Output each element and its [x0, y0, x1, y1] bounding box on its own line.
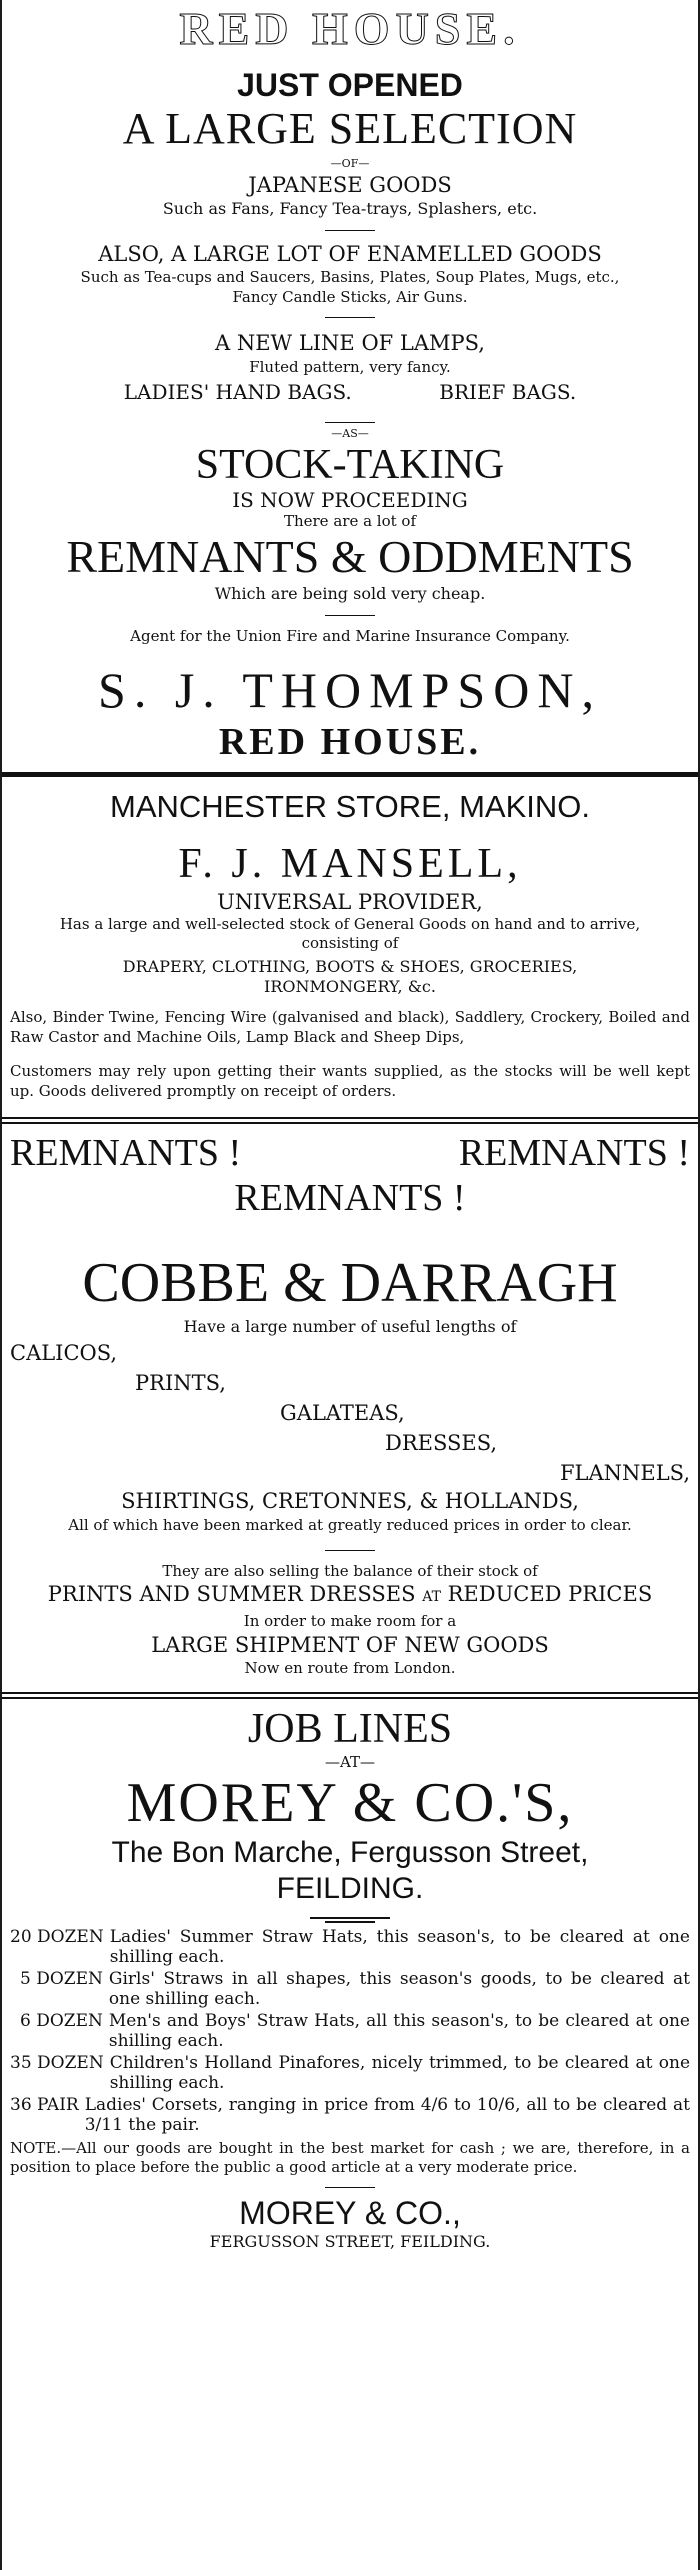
bags-row	[10, 378, 690, 406]
item-desc: Girls' Straws in all shapes, this season's goods, to be cleared at one shilling each.	[108, 1969, 690, 2009]
divider	[325, 615, 375, 616]
morey-footer-name: MOREY & CO.,	[239, 2195, 461, 2231]
have-line: Have a large number of useful lengths of	[183, 1317, 517, 1336]
agent-line: Agent for the Union Fire and Marine Insurance Company.	[130, 627, 570, 645]
cobbe-darragh-name: COBBE & DARRAGH	[82, 1252, 618, 1314]
brief-bags: BRIEF BAGS.	[439, 380, 577, 404]
mansell-name: F. J. MANSELL,	[178, 841, 522, 887]
prints: PRINTS,	[135, 1371, 226, 1395]
cobbe-darragh-advert	[2, 1130, 698, 1682]
remnants-center: REMNANTS !	[234, 1177, 466, 1219]
of-separator: —OF—	[330, 157, 370, 170]
dresses: DRESSES,	[385, 1431, 498, 1455]
red-house-advert	[2, 2, 698, 764]
divider	[325, 422, 375, 423]
universal-provider: UNIVERSAL PROVIDER,	[217, 890, 483, 914]
just-opened: JUST OPENED	[237, 67, 463, 103]
list-item	[10, 2011, 690, 2051]
remnants-row	[10, 1130, 690, 1176]
section-rule	[2, 1117, 698, 1124]
intro-line-1: Has a large and well-selected stock of General Goods on hand and to arrive,	[59, 915, 641, 933]
prints-summer-line	[10, 1581, 690, 1610]
divider	[325, 1921, 375, 1923]
store-name: MANCHESTER STORE, MAKINO.	[110, 789, 590, 824]
note-paragraph: NOTE.—All our goods are bought in the best market for cash ; we are, therefore, in a position to place before the public a good article at a very moderate price.	[10, 2139, 690, 2176]
marked-line: All of which have been marked at greatly reduced prices in order to clear.	[68, 1516, 632, 1534]
divider	[325, 1550, 375, 1551]
reduced-prices: REDUCED PRICES	[447, 1582, 653, 1606]
list-item	[10, 2053, 690, 2093]
goods-line-1: DRAPERY, CLOTHING, BOOTS & SHOES, GROCERIES,	[122, 957, 578, 976]
as-separator: —AS—	[331, 427, 369, 440]
make-room: In order to make room for a	[243, 1612, 457, 1630]
goods-line-2: IRONMONGERY, &c.	[264, 977, 436, 996]
red-house-header: RED HOUSE.	[179, 3, 521, 54]
customers-paragraph: Customers may rely upon getting their wants supplied, as the stocks will be well kept up. Goods delivered promptly on receipt of orders.	[10, 1062, 690, 1100]
item-desc: Ladies' Summer Straw Hats, this season's, to be cleared at one shilling each.	[109, 1927, 690, 1967]
item-desc: Children's Holland Pinafores, nicely trimmed, to be cleared at one shilling each.	[109, 2053, 690, 2093]
enamelled-goods: ALSO, A LARGE LOT OF ENAMELLED GOODS	[98, 242, 602, 266]
item-desc: Ladies' Corsets, ranging in price from 4/6 to 10/6, all to be cleared at 3/11 the pair.	[84, 2095, 690, 2135]
calicos: CALICOS,	[10, 1341, 118, 1365]
morey-name: MOREY & CO.'S,	[126, 1772, 574, 1834]
remnants-left: REMNANTS !	[10, 1132, 242, 1174]
section-rule	[2, 772, 698, 777]
large-selection: A LARGE SELECTION	[122, 104, 578, 153]
list-item	[10, 2095, 690, 2135]
list-item	[10, 1927, 690, 1967]
galateas: GALATEAS,	[280, 1401, 405, 1425]
stock-taking: STOCK-TAKING	[195, 442, 505, 488]
item-qty: 35 DOZEN	[10, 2053, 104, 2073]
flannels: FLANNELS,	[559, 1461, 690, 1485]
japanese-detail: Such as Fans, Fancy Tea-trays, Splashers, etc.	[162, 199, 538, 218]
divider	[310, 1917, 390, 1919]
remnants-right: REMNANTS !	[458, 1132, 690, 1174]
manchester-store-advert	[2, 787, 698, 1107]
divider	[325, 230, 375, 231]
prints-summer: PRINTS AND SUMMER DRESSES	[47, 1582, 416, 1606]
intro-line-2: consisting of	[301, 934, 399, 952]
remnants-oddments: REMNANTS & ODDMENTS	[66, 531, 634, 582]
ladies-hand-bags: LADIES' HAND BAGS.	[123, 380, 352, 404]
en-route: Now en route from London.	[244, 1659, 456, 1677]
there-are: There are a lot of	[283, 512, 417, 530]
bon-marche-address: The Bon Marche, Fergusson Street,	[111, 1836, 589, 1869]
at-separator: —AT—	[324, 1753, 376, 1771]
item-qty: 20 DOZEN	[10, 1927, 104, 1947]
shirtings-line: SHIRTINGS, CRETONNES, & HOLLANDS,	[121, 1489, 579, 1513]
morey-footer-address: FERGUSSON STREET, FEILDING.	[209, 2232, 491, 2251]
large-shipment: LARGE SHIPMENT OF NEW GOODS	[151, 1633, 549, 1657]
morey-advert	[2, 1705, 698, 2252]
at-word: AT	[422, 1589, 441, 1605]
japanese-goods: JAPANESE GOODS	[248, 173, 452, 197]
job-lines: JOB LINES	[247, 1706, 453, 1752]
feilding: FEILDING.	[276, 1872, 424, 1905]
proprietor-name: S. J. THOMPSON,	[98, 662, 602, 718]
enamelled-detail-1: Such as Tea-cups and Saucers, Basins, Plates, Soup Plates, Mugs, etc.,	[80, 268, 620, 286]
divider	[325, 2187, 375, 2188]
job-items-list	[10, 1927, 690, 2135]
fabric-cascade	[10, 1338, 690, 1488]
item-desc: Men's and Boys' Straw Hats, all this season's, to be cleared at one shilling each.	[108, 2011, 690, 2051]
new-lamps: A NEW LINE OF LAMPS,	[215, 331, 485, 355]
selling-line: They are also selling the balance of their stock of	[162, 1562, 538, 1580]
lamps-detail: Fluted pattern, very fancy.	[249, 358, 451, 376]
now-proceeding: IS NOW PROCEEDING	[232, 488, 468, 512]
section-rule	[2, 1692, 698, 1699]
sold-cheap: Which are being sold very cheap.	[214, 584, 486, 603]
list-item	[10, 1969, 690, 2009]
item-qty: 5 DOZEN	[20, 1969, 103, 1989]
divider	[325, 317, 375, 318]
enamelled-detail-2: Fancy Candle Sticks, Air Guns.	[232, 288, 468, 306]
red-house-footer: RED HOUSE.	[218, 721, 482, 763]
item-qty: 36 PAIR	[10, 2095, 79, 2115]
also-paragraph: Also, Binder Twine, Fencing Wire (galvanised and black), Saddlery, Crockery, Boiled and Raw Castor and Machine Oils, Lamp Black and Sheep Dips,	[10, 1008, 690, 1046]
item-qty: 6 DOZEN	[20, 2011, 103, 2031]
